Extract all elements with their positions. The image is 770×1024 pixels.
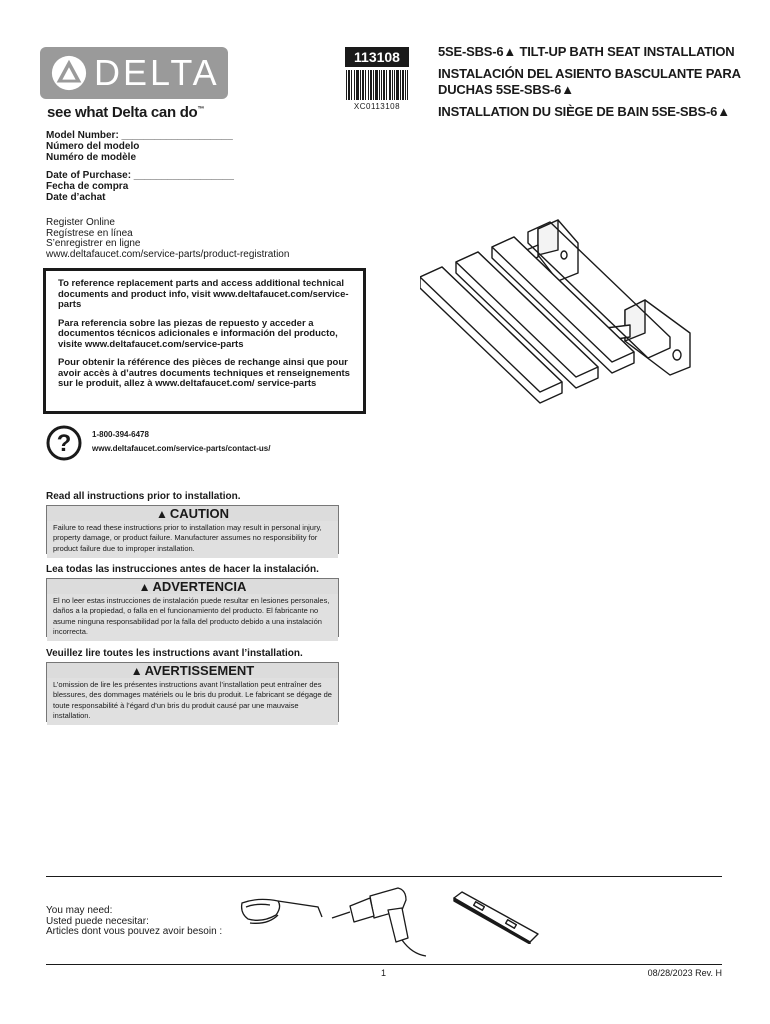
footer-divider	[46, 964, 722, 965]
warning-triangle-icon: ▲	[138, 580, 151, 594]
power-drill-icon	[330, 886, 430, 958]
brand-wordmark: DELTA	[94, 52, 220, 93]
level-icon	[452, 890, 540, 944]
registration-link[interactable]: www.deltafaucet.com/service-parts/product-registration	[46, 248, 290, 260]
bath-seat-illustration	[420, 215, 700, 440]
title-fr: INSTALLATION DU SIÈGE DE BAIN 5SE-SBS-6▲	[438, 104, 730, 119]
contact-link[interactable]: www.deltafaucet.com/service-parts/contact-us/	[92, 444, 271, 453]
caution-text: Failure to read these instructions prior to installation may result in personal injury, property damage, or product failure. Manufacturer assumes no responsibility for product failure due to improper installation.	[47, 521, 338, 558]
question-mark-icon	[46, 425, 82, 461]
advertencia-heading: ▲ ADVERTENCIA	[47, 579, 338, 594]
reference-fr: Pour obtenir la référence des pièces de rechange ainsi que pour avoir accès à d’autres documents techniques et renseignements sur le produit, allez à www.deltafaucet.com/ service-parts	[58, 357, 350, 389]
barcode-text: XC0113108	[353, 102, 401, 111]
svg-text:?: ?	[56, 430, 72, 457]
model-number-field: Model Number: ____________________ Número del modelo Numéro de modèle	[46, 130, 233, 163]
read-instructions-es: Lea todas las instrucciones antes de hacer la instalación.	[46, 564, 319, 575]
warning-triangle-icon: ▲	[155, 507, 168, 521]
support-phone[interactable]: 1-800-394-6478	[92, 430, 149, 439]
document-number: 113108	[345, 47, 409, 67]
tools-needed: You may need: Usted puede necesitar: Articles dont vous pouvez avoir besoin :	[46, 905, 223, 937]
warning-triangle-icon: ▲	[130, 664, 143, 678]
purchase-date-field: Date of Purchase: __________________ Fecha de compra Date d’achat	[46, 170, 234, 203]
avertissement-box	[46, 662, 339, 722]
delta-logo	[40, 47, 228, 99]
service-parts-box	[43, 268, 366, 414]
divider	[46, 876, 722, 877]
caution-box	[46, 505, 339, 554]
title-es: INSTALACIÓN DEL ASIENTO BASCULANTE PARA DUCHAS 5SE-SBS-6▲	[438, 66, 741, 97]
document-titles	[438, 44, 758, 126]
delta-triangle-icon	[50, 54, 88, 92]
tagline: see what Delta can do™	[47, 104, 205, 121]
barcode	[345, 70, 409, 100]
revision-date: 08/28/2023 Rev. H	[647, 968, 722, 978]
safety-glasses-icon	[238, 893, 324, 933]
avertissement-text: L’omission de lire les présentes instructions avant l’installation peut entraîner des blessures, des dommages matériels ou le bris du produit. Le fabricant se dégage de toute responsabilité à l’égard d’un bris du produit causé par une mauvaise installation.	[47, 678, 338, 725]
advertencia-box	[46, 578, 339, 637]
page-number: 1	[381, 968, 387, 978]
register-online: Register Online Regístrese en línea S’enregistrer en ligne www.deltafaucet.com/service-parts/product-registration	[46, 217, 290, 260]
read-instructions-fr: Veuillez lire toutes les instructions avant l’installation.	[46, 648, 303, 659]
avertissement-heading: ▲ AVERTISSEMENT	[47, 663, 338, 678]
reference-en: To reference replacement parts and access additional technical documents and product info, visit www.deltafaucet.com/service-parts	[58, 278, 349, 310]
read-instructions-en: Read all instructions prior to installation.	[46, 491, 241, 502]
title-en: 5SE-SBS-6▲ TILT-UP BATH SEAT INSTALLATION	[438, 44, 735, 59]
reference-es: Para referencia sobre las piezas de repuesto y acceder a documentos técnicos adicionales e información del producto, visite www.deltafaucet.com/service-parts	[58, 317, 338, 350]
caution-heading: ▲ CAUTION	[47, 506, 338, 521]
advertencia-text: El no leer estas instrucciones de instalación puede resultar en lesiones personales, daños a la propiedad, o falla en el funcionamiento del producto. El fabricante no asume ninguna responsabilidad por la falla del producto debido a una instalación incorrecta.	[47, 594, 338, 641]
